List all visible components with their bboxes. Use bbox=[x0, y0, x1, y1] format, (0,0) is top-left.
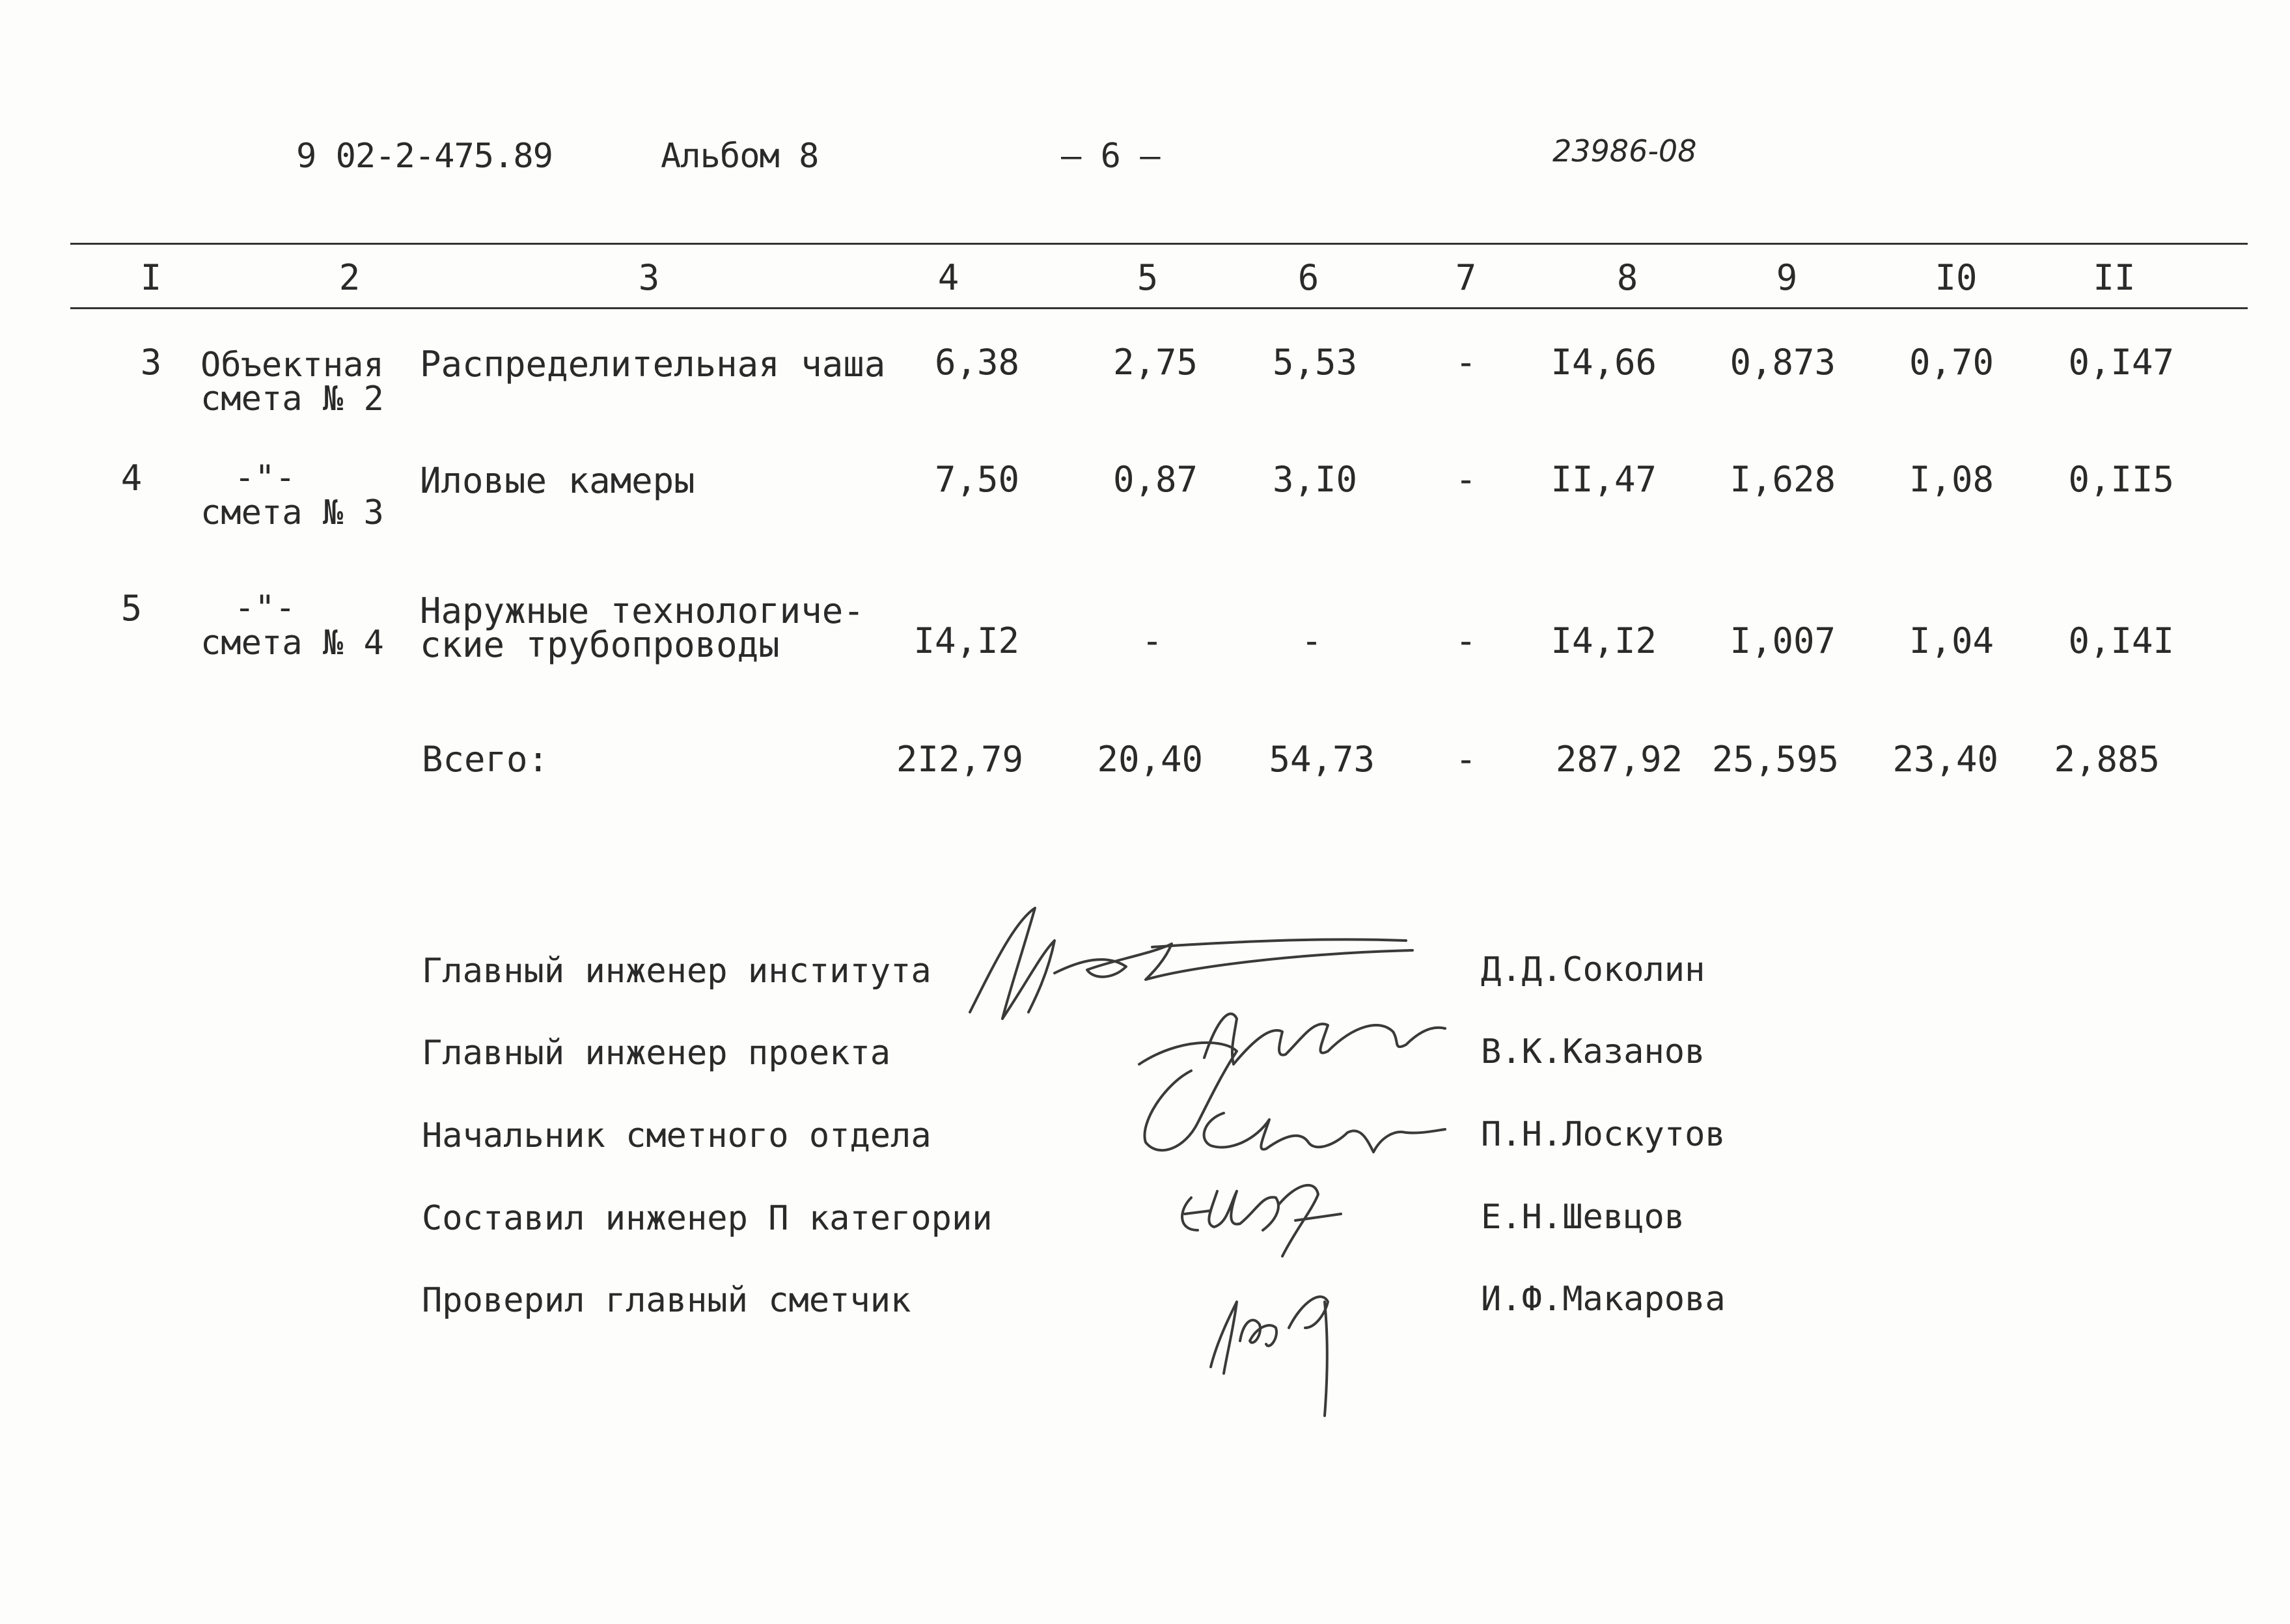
row-source: -"- bbox=[234, 458, 296, 497]
column-number: I0 bbox=[1935, 257, 1978, 298]
row-name-continued: ские трубопроводы bbox=[420, 624, 780, 665]
cell-value: 5,53 bbox=[1272, 342, 1357, 383]
cell-value: - bbox=[1455, 459, 1477, 500]
cell-value: I,04 bbox=[1909, 620, 1994, 661]
cell-value: II,47 bbox=[1551, 459, 1657, 500]
cell-value: 2,75 bbox=[1112, 342, 1198, 383]
signer-title: Главный инженер проекта bbox=[422, 1034, 891, 1073]
page-number: — 6 — bbox=[1061, 137, 1160, 176]
cell-value: - bbox=[1455, 342, 1477, 383]
cell-value: 6,38 bbox=[934, 342, 1019, 383]
cell-value: I,628 bbox=[1730, 459, 1836, 500]
table-top-rule bbox=[70, 243, 2248, 245]
signer-title: Начальник сметного отдела bbox=[422, 1116, 931, 1155]
album-label: Альбом 8 bbox=[661, 137, 819, 176]
column-number: 2 bbox=[338, 257, 361, 298]
row-source: -"- bbox=[234, 588, 296, 627]
cell-value: - bbox=[1455, 620, 1477, 661]
signer-name: Д.Д.Соколин bbox=[1481, 950, 1705, 989]
signer-name: В.К.Казанов bbox=[1481, 1032, 1705, 1071]
total-value: 54,73 bbox=[1269, 739, 1375, 780]
cell-value: - bbox=[1301, 620, 1323, 661]
total-value: 25,595 bbox=[1711, 739, 1839, 780]
column-number: 3 bbox=[638, 257, 660, 298]
signer-name: Е.Н.Шевцов bbox=[1481, 1198, 1685, 1237]
row-source: Объектная bbox=[200, 346, 384, 385]
row-source-number: смета № 3 bbox=[200, 493, 384, 532]
registration-number: 23986-08 bbox=[1552, 133, 1697, 169]
cell-value: I,007 bbox=[1730, 620, 1836, 661]
cell-value: 0,70 bbox=[1909, 342, 1994, 383]
row-number: 4 bbox=[120, 458, 143, 499]
cell-value: 3,I0 bbox=[1272, 459, 1357, 500]
signer-title: Главный инженер института bbox=[422, 952, 931, 991]
signature-scribble bbox=[1191, 1263, 1360, 1425]
column-number: 6 bbox=[1297, 257, 1319, 298]
cell-value: - bbox=[1141, 620, 1163, 661]
cell-value: I4,66 bbox=[1551, 342, 1657, 383]
total-value: 20,40 bbox=[1097, 739, 1203, 780]
total-value: 23,40 bbox=[1892, 739, 1998, 780]
signer-name: П.Н.Лоскутов bbox=[1481, 1115, 1726, 1154]
column-number: 7 bbox=[1455, 257, 1477, 298]
row-number: 3 bbox=[140, 342, 162, 383]
total-label: Всего: bbox=[422, 739, 549, 780]
row-name: Распределительная чаша bbox=[420, 344, 886, 385]
column-number: I bbox=[140, 257, 162, 298]
column-number: 9 bbox=[1776, 257, 1798, 298]
cell-value: 0,I4I bbox=[2068, 620, 2174, 661]
column-number: 8 bbox=[1616, 257, 1638, 298]
cell-value: I4,I2 bbox=[913, 620, 1019, 661]
cell-value: I,08 bbox=[1909, 459, 1994, 500]
signer-title: Составил инженер П категории bbox=[422, 1199, 993, 1238]
total-value: 287,92 bbox=[1555, 739, 1683, 780]
cell-value: 0,873 bbox=[1730, 342, 1836, 383]
table-header-rule bbox=[70, 307, 2248, 309]
cell-value: I4,I2 bbox=[1551, 620, 1657, 661]
document-code: 9 02-2-475.89 bbox=[296, 137, 553, 176]
cell-value: 7,50 bbox=[934, 459, 1019, 500]
cell-value: 0,87 bbox=[1112, 459, 1198, 500]
row-source-number: смета № 4 bbox=[200, 624, 384, 663]
total-value: 2I2,79 bbox=[896, 739, 1023, 780]
cell-value: 0,I47 bbox=[2068, 342, 2174, 383]
total-value: - bbox=[1455, 739, 1477, 780]
row-source-number: смета № 2 bbox=[200, 379, 384, 419]
column-number: II bbox=[2093, 257, 2136, 298]
signature-scribble bbox=[1165, 1159, 1360, 1276]
cell-value: 0,II5 bbox=[2068, 459, 2174, 500]
column-number: 4 bbox=[937, 257, 959, 298]
row-name: Иловые камеры bbox=[420, 460, 695, 501]
signer-name: И.Ф.Макарова bbox=[1481, 1280, 1726, 1319]
signer-title: Проверил главный сметчик bbox=[422, 1281, 911, 1320]
row-number: 5 bbox=[120, 588, 143, 629]
total-value: 2,885 bbox=[2054, 739, 2160, 780]
row-name: Наружные технологиче- bbox=[420, 590, 864, 631]
column-number: 5 bbox=[1137, 257, 1159, 298]
